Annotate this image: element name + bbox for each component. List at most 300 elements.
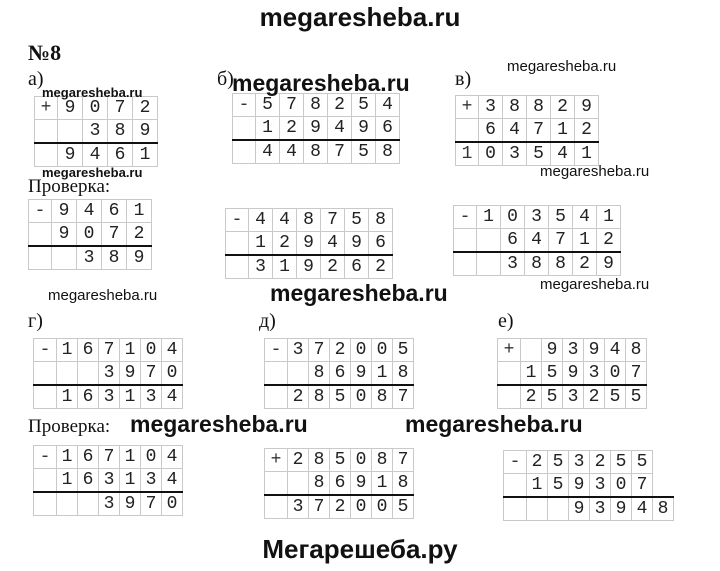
digit-cell: 6 bbox=[78, 469, 99, 493]
digit-cell: 3 bbox=[503, 142, 527, 166]
digit-cell: 1 bbox=[127, 200, 152, 223]
digit-cell: 4 bbox=[162, 469, 183, 493]
digit-cell: 9 bbox=[52, 223, 77, 247]
digit-cell: 8 bbox=[304, 94, 328, 117]
digit-cell: 9 bbox=[351, 472, 372, 496]
column-row bbox=[34, 492, 183, 516]
site-title: megaresheba.ru bbox=[259, 2, 461, 32]
label-g: г) bbox=[28, 310, 43, 332]
digit-cell: 4 bbox=[573, 206, 597, 229]
digit-cell: 0 bbox=[501, 206, 525, 229]
sign-cell bbox=[226, 232, 249, 256]
digit-cell: 2 bbox=[330, 339, 351, 362]
sign-cell bbox=[504, 474, 527, 498]
digit-cell: 9 bbox=[584, 339, 605, 362]
sign-cell: + bbox=[35, 97, 58, 120]
digit-cell: 9 bbox=[575, 96, 599, 119]
digit-cell: 7 bbox=[99, 446, 120, 469]
digit-cell: 0 bbox=[611, 474, 632, 498]
sign-cell bbox=[34, 469, 57, 493]
digit-cell: 4 bbox=[328, 117, 352, 141]
footer-title: Мегарешеба.ру bbox=[262, 534, 458, 564]
digit-cell bbox=[521, 339, 542, 362]
digit-cell: 7 bbox=[309, 495, 330, 519]
sign-cell: 1 bbox=[456, 142, 479, 166]
digit-cell: 8 bbox=[372, 385, 393, 409]
digit-cell: 2 bbox=[273, 232, 297, 256]
digit-cell: 4 bbox=[273, 209, 297, 232]
digit-cell: 8 bbox=[102, 246, 127, 270]
digit-cell: 7 bbox=[632, 474, 653, 498]
digit-cell: 3 bbox=[99, 362, 120, 386]
digit-cell bbox=[477, 229, 501, 253]
digit-cell: 2 bbox=[133, 97, 158, 120]
digit-cell: 3 bbox=[563, 385, 584, 409]
digit-cell: 2 bbox=[597, 229, 621, 253]
digit-cell: 3 bbox=[141, 385, 162, 409]
digit-cell: 7 bbox=[141, 492, 162, 516]
sign-cell bbox=[35, 143, 58, 167]
column-row bbox=[35, 143, 158, 167]
watermark: megaresheba.ru bbox=[540, 163, 650, 180]
digit-cell: 3 bbox=[525, 206, 549, 229]
digit-cell: 6 bbox=[330, 362, 351, 386]
digit-cell: 4 bbox=[280, 140, 304, 164]
column-row bbox=[34, 469, 183, 493]
digit-cell: 5 bbox=[611, 451, 632, 474]
digit-cell: 3 bbox=[99, 469, 120, 493]
digit-cell: 9 bbox=[120, 492, 141, 516]
column-row bbox=[456, 119, 599, 143]
digit-cell: 5 bbox=[330, 449, 351, 472]
sign-cell: + bbox=[265, 449, 288, 472]
digit-cell: 3 bbox=[569, 451, 590, 474]
digit-cell: 2 bbox=[330, 495, 351, 519]
digit-cell: 0 bbox=[141, 339, 162, 362]
sign-cell: - bbox=[226, 209, 249, 232]
digit-cell: 5 bbox=[632, 451, 653, 474]
digit-cell: 1 bbox=[521, 362, 542, 386]
digit-cell: 5 bbox=[605, 385, 626, 409]
sign-cell bbox=[233, 140, 256, 164]
digit-cell: 7 bbox=[626, 362, 647, 386]
digit-cell: 1 bbox=[573, 229, 597, 253]
digit-cell: 6 bbox=[330, 472, 351, 496]
digit-cell: 9 bbox=[563, 362, 584, 386]
digit-cell: 7 bbox=[99, 339, 120, 362]
column-row bbox=[265, 449, 414, 472]
column-row bbox=[456, 96, 599, 119]
digit-cell: 5 bbox=[548, 451, 569, 474]
digit-cell: 3 bbox=[590, 474, 611, 498]
digit-cell: 3 bbox=[99, 492, 120, 516]
digit-cell: 5 bbox=[626, 385, 647, 409]
column-row bbox=[265, 385, 414, 409]
digit-cell: 9 bbox=[569, 474, 590, 498]
column-row bbox=[504, 497, 674, 521]
problem-b bbox=[232, 93, 400, 164]
digit-cell: 9 bbox=[127, 246, 152, 270]
digit-cell: 1 bbox=[120, 469, 141, 493]
digit-cell: 1 bbox=[256, 117, 280, 141]
digit-cell bbox=[78, 362, 99, 386]
digit-cell: 1 bbox=[575, 142, 599, 166]
digit-cell: 6 bbox=[369, 232, 393, 256]
digit-cell: 9 bbox=[297, 232, 321, 256]
watermark: megaresheba.ru bbox=[507, 58, 617, 75]
digit-cell bbox=[57, 362, 78, 386]
digit-cell: 2 bbox=[288, 449, 309, 472]
digit-cell: 8 bbox=[653, 497, 674, 521]
column-row bbox=[29, 223, 152, 247]
digit-cell: 8 bbox=[393, 472, 414, 496]
digit-cell: 2 bbox=[551, 96, 575, 119]
column-row bbox=[265, 495, 414, 519]
digit-cell: 8 bbox=[527, 96, 551, 119]
label-e: е) bbox=[498, 310, 514, 332]
check-d bbox=[264, 448, 414, 519]
check-label-top: Проверка: bbox=[28, 176, 111, 197]
digit-cell: 7 bbox=[527, 119, 551, 143]
column-row bbox=[454, 206, 621, 229]
digit-cell: 1 bbox=[249, 232, 273, 256]
digit-cell: 8 bbox=[369, 209, 393, 232]
digit-cell: 5 bbox=[548, 474, 569, 498]
digit-cell: 8 bbox=[309, 362, 330, 386]
sign-cell bbox=[35, 120, 58, 144]
column-row bbox=[34, 339, 183, 362]
digit-cell: 9 bbox=[120, 362, 141, 386]
label-b: б) bbox=[217, 68, 234, 90]
problem-e bbox=[497, 338, 647, 409]
digit-cell: 3 bbox=[83, 120, 108, 144]
column-row bbox=[226, 209, 393, 232]
sign-cell bbox=[498, 385, 521, 409]
digit-cell: 1 bbox=[57, 469, 78, 493]
label-v: в) bbox=[455, 68, 472, 90]
check-a bbox=[28, 199, 152, 270]
digit-cell: 4 bbox=[162, 446, 183, 469]
digit-cell: 4 bbox=[256, 140, 280, 164]
sign-cell bbox=[233, 117, 256, 141]
digit-cell: 3 bbox=[590, 497, 611, 521]
digit-cell: 1 bbox=[120, 339, 141, 362]
digit-cell: 9 bbox=[133, 120, 158, 144]
digit-cell: 8 bbox=[549, 252, 573, 276]
digit-cell: 1 bbox=[477, 206, 501, 229]
digit-cell: 1 bbox=[597, 206, 621, 229]
digit-cell: 0 bbox=[351, 449, 372, 472]
column-row bbox=[34, 362, 183, 386]
column-row bbox=[504, 474, 674, 498]
sign-cell bbox=[498, 362, 521, 386]
watermark: megaresheba.ru bbox=[232, 70, 410, 96]
digit-cell: 7 bbox=[393, 385, 414, 409]
digit-cell: 5 bbox=[393, 495, 414, 519]
digit-cell: 5 bbox=[345, 209, 369, 232]
digit-cell: 1 bbox=[551, 119, 575, 143]
watermark: megaresheba.ru bbox=[42, 85, 143, 100]
digit-cell: 5 bbox=[256, 94, 280, 117]
digit-cell: 9 bbox=[569, 497, 590, 521]
sign-cell bbox=[226, 255, 249, 279]
digit-cell: 3 bbox=[77, 246, 102, 270]
sign-cell bbox=[34, 385, 57, 409]
digit-cell: 1 bbox=[120, 385, 141, 409]
digit-cell: 7 bbox=[328, 140, 352, 164]
sign-cell bbox=[29, 223, 52, 247]
digit-cell: 8 bbox=[108, 120, 133, 144]
digit-cell: 6 bbox=[376, 117, 400, 141]
sign-cell: - bbox=[233, 94, 256, 117]
sign-cell bbox=[29, 246, 52, 270]
digit-cell: 2 bbox=[280, 117, 304, 141]
digit-cell: 1 bbox=[57, 385, 78, 409]
digit-cell: 3 bbox=[563, 339, 584, 362]
digit-cell: 3 bbox=[249, 255, 273, 279]
digit-cell: 5 bbox=[393, 339, 414, 362]
sign-cell bbox=[34, 362, 57, 386]
digit-cell: 9 bbox=[58, 143, 83, 167]
digit-cell: 2 bbox=[328, 94, 352, 117]
sign-cell: - bbox=[454, 206, 477, 229]
sign-cell bbox=[456, 119, 479, 143]
check-label-bottom: Проверка: bbox=[28, 416, 111, 437]
digit-cell: 8 bbox=[376, 140, 400, 164]
digit-cell: 5 bbox=[542, 362, 563, 386]
sign-cell bbox=[504, 497, 527, 521]
digit-cell: 1 bbox=[57, 339, 78, 362]
column-row bbox=[35, 120, 158, 144]
column-row bbox=[504, 451, 674, 474]
digit-cell: 9 bbox=[542, 339, 563, 362]
digit-cell: 0 bbox=[372, 339, 393, 362]
digit-cell: 2 bbox=[127, 223, 152, 247]
check-v bbox=[453, 205, 621, 276]
watermark: megaresheba.ru bbox=[540, 276, 650, 293]
digit-cell: 0 bbox=[77, 223, 102, 247]
digit-cell: 0 bbox=[605, 362, 626, 386]
sign-cell bbox=[34, 492, 57, 516]
digit-cell: 9 bbox=[304, 117, 328, 141]
digit-cell: 5 bbox=[527, 142, 551, 166]
digit-cell: 7 bbox=[549, 229, 573, 253]
digit-cell: 5 bbox=[549, 206, 573, 229]
digit-cell: 7 bbox=[141, 362, 162, 386]
digit-cell: 0 bbox=[479, 142, 503, 166]
digit-cell: 2 bbox=[369, 255, 393, 279]
digit-cell: 1 bbox=[273, 255, 297, 279]
column-row bbox=[233, 117, 400, 141]
digit-cell: 9 bbox=[352, 117, 376, 141]
digit-cell: 3 bbox=[479, 96, 503, 119]
digit-cell: 0 bbox=[83, 97, 108, 120]
digit-cell: 0 bbox=[351, 385, 372, 409]
digit-cell: 2 bbox=[584, 385, 605, 409]
sign-cell: + bbox=[456, 96, 479, 119]
digit-cell: 1 bbox=[372, 472, 393, 496]
digit-cell: 7 bbox=[393, 449, 414, 472]
column-row bbox=[498, 385, 647, 409]
column-row bbox=[34, 446, 183, 469]
digit-cell: 4 bbox=[162, 339, 183, 362]
column-row bbox=[265, 362, 414, 386]
digit-cell: 9 bbox=[58, 97, 83, 120]
digit-cell: 4 bbox=[249, 209, 273, 232]
digit-cell: 5 bbox=[542, 385, 563, 409]
digit-cell: 5 bbox=[352, 140, 376, 164]
watermark: megaresheba.ru bbox=[405, 411, 583, 437]
digit-cell: 3 bbox=[288, 339, 309, 362]
digit-cell bbox=[58, 120, 83, 144]
problem-a bbox=[34, 96, 158, 167]
sign-cell: - bbox=[34, 339, 57, 362]
digit-cell: 2 bbox=[573, 252, 597, 276]
digit-cell: 6 bbox=[479, 119, 503, 143]
digit-cell: 4 bbox=[321, 232, 345, 256]
digit-cell: 0 bbox=[372, 495, 393, 519]
digit-cell: 7 bbox=[280, 94, 304, 117]
digit-cell bbox=[548, 497, 569, 521]
digit-cell: 1 bbox=[120, 446, 141, 469]
digit-cell bbox=[78, 492, 99, 516]
problem-d bbox=[264, 338, 414, 409]
digit-cell: 1 bbox=[57, 446, 78, 469]
digit-cell: 4 bbox=[632, 497, 653, 521]
digit-cell: 3 bbox=[141, 469, 162, 493]
digit-cell: 8 bbox=[503, 96, 527, 119]
digit-cell bbox=[288, 362, 309, 386]
digit-cell: 3 bbox=[288, 495, 309, 519]
digit-cell: 2 bbox=[321, 255, 345, 279]
digit-cell: 4 bbox=[83, 143, 108, 167]
digit-cell: 7 bbox=[321, 209, 345, 232]
digit-cell: 8 bbox=[309, 449, 330, 472]
column-row bbox=[29, 246, 152, 270]
digit-cell: 2 bbox=[288, 385, 309, 409]
sign-cell: - bbox=[265, 339, 288, 362]
sign-cell: + bbox=[498, 339, 521, 362]
digit-cell: 0 bbox=[351, 339, 372, 362]
sign-cell: - bbox=[29, 200, 52, 223]
check-e bbox=[503, 450, 674, 521]
check-g bbox=[33, 445, 183, 516]
digit-cell: 9 bbox=[611, 497, 632, 521]
digit-cell: 3 bbox=[584, 362, 605, 386]
digit-cell: 1 bbox=[372, 362, 393, 386]
digit-cell: 9 bbox=[597, 252, 621, 276]
digit-cell: 4 bbox=[376, 94, 400, 117]
digit-cell bbox=[57, 492, 78, 516]
column-row bbox=[454, 229, 621, 253]
digit-cell: 8 bbox=[393, 362, 414, 386]
sign-cell bbox=[265, 362, 288, 386]
check-b bbox=[225, 208, 393, 279]
label-d: д) bbox=[259, 310, 276, 332]
digit-cell: 6 bbox=[78, 446, 99, 469]
sign-cell: - bbox=[504, 451, 527, 474]
sign-cell bbox=[454, 252, 477, 276]
digit-cell: 7 bbox=[309, 339, 330, 362]
digit-cell: 1 bbox=[527, 474, 548, 498]
column-row bbox=[29, 200, 152, 223]
digit-cell: 2 bbox=[575, 119, 599, 143]
digit-cell: 8 bbox=[626, 339, 647, 362]
digit-cell bbox=[477, 252, 501, 276]
digit-cell: 1 bbox=[133, 143, 158, 167]
digit-cell: 8 bbox=[304, 140, 328, 164]
digit-cell: 2 bbox=[521, 385, 542, 409]
digit-cell: 2 bbox=[527, 451, 548, 474]
digit-cell: 4 bbox=[77, 200, 102, 223]
digit-cell: 8 bbox=[297, 209, 321, 232]
digit-cell: 7 bbox=[108, 97, 133, 120]
digit-cell bbox=[527, 497, 548, 521]
digit-cell: 8 bbox=[372, 449, 393, 472]
label-a: а) bbox=[28, 68, 44, 90]
watermark: megaresheba.ru bbox=[48, 287, 158, 304]
sign-cell: - bbox=[34, 446, 57, 469]
column-row bbox=[233, 140, 400, 164]
digit-cell: 5 bbox=[352, 94, 376, 117]
digit-cell: 6 bbox=[78, 339, 99, 362]
problem-v bbox=[455, 95, 599, 166]
digit-cell: 4 bbox=[162, 385, 183, 409]
digit-cell bbox=[52, 246, 77, 270]
column-row bbox=[34, 385, 183, 409]
column-row bbox=[498, 362, 647, 386]
digit-cell: 3 bbox=[99, 385, 120, 409]
column-row bbox=[265, 472, 414, 496]
digit-cell: 8 bbox=[309, 385, 330, 409]
watermark: megaresheba.ru bbox=[130, 411, 308, 437]
watermark: megaresheba.ru bbox=[42, 165, 143, 180]
digit-cell: 4 bbox=[551, 142, 575, 166]
digit-cell: 3 bbox=[501, 252, 525, 276]
digit-cell: 0 bbox=[141, 446, 162, 469]
digit-cell: 0 bbox=[351, 495, 372, 519]
digit-cell: 8 bbox=[309, 472, 330, 496]
task-number: №8 bbox=[28, 40, 62, 65]
problem-g bbox=[33, 338, 183, 409]
sign-cell bbox=[265, 385, 288, 409]
digit-cell: 9 bbox=[52, 200, 77, 223]
digit-cell: 4 bbox=[605, 339, 626, 362]
column-row bbox=[454, 252, 621, 276]
digit-cell: 6 bbox=[345, 255, 369, 279]
digit-cell bbox=[288, 472, 309, 496]
sign-cell bbox=[265, 495, 288, 519]
digit-cell: 6 bbox=[501, 229, 525, 253]
digit-cell: 0 bbox=[162, 492, 183, 516]
digit-cell: 2 bbox=[590, 451, 611, 474]
digit-cell: 6 bbox=[108, 143, 133, 167]
sign-cell bbox=[454, 229, 477, 253]
digit-cell: 9 bbox=[351, 362, 372, 386]
column-row bbox=[226, 232, 393, 256]
digit-cell: 0 bbox=[162, 362, 183, 386]
digit-cell: 5 bbox=[330, 385, 351, 409]
sign-cell bbox=[265, 472, 288, 496]
digit-cell: 9 bbox=[345, 232, 369, 256]
column-row bbox=[498, 339, 647, 362]
digit-cell: 4 bbox=[503, 119, 527, 143]
digit-cell: 6 bbox=[78, 385, 99, 409]
column-row bbox=[226, 255, 393, 279]
digit-cell: 9 bbox=[297, 255, 321, 279]
column-row bbox=[456, 142, 599, 166]
digit-cell: 8 bbox=[525, 252, 549, 276]
